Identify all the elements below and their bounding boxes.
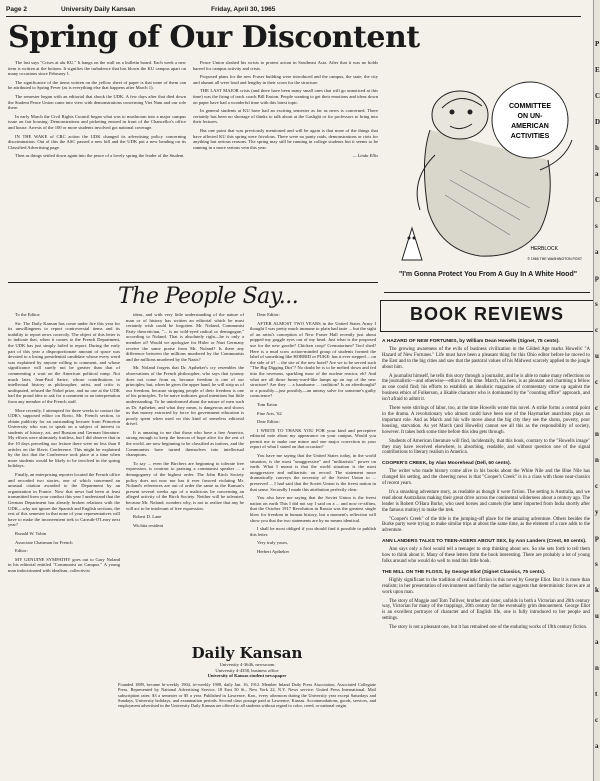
edge-letter: u <box>595 352 599 360</box>
book-reviews-banner <box>380 300 594 332</box>
edge-letter: y <box>595 508 599 516</box>
editorial-paragraph: The semester began with an editorial that shook the UDK. A few days after that died down the Student Peace Union came into view with demonstrations concerning Viet Nam and our role there. <box>8 93 186 111</box>
cartoon-caption: "I'm Gonna Protect You From A Guy In A White Hood" <box>398 271 578 278</box>
letter-paragraph: MY GENUINE SYMPATHY goes out to Gary Noland in his editorial entitled "Communist on Campus." A young man indoctrinated with idealism, collectivist <box>8 556 120 573</box>
letter-paragraph: ideas, and with very little understanding of the nature of man or of history has written an editorial which he must certainly wish could be forgotten. Mr. Noland, Communist Party theoretician, "... is no wild-eyed radical or demagogue," according to Noland. That is absolutely right—he is only a member of! Would we apologize for Hitler or Nazi Germany receive the same praise from Mr. Noland? Is there any difference between the millions murdered by the Communists and the millions murdered by the Nazis? <box>126 312 244 362</box>
letter-paragraph: Ronald W. Tobin <box>15 530 47 536</box>
letter-paragraph: Very truly yours, <box>257 540 289 546</box>
cartoon-label-line3: AMERICAN <box>511 123 549 130</box>
letter-paragraph: I shall be most obliged if you should find it possible to publish this letter. <box>250 526 376 537</box>
letter-paragraph: AFTER ALMOST TWO YEARS in the United States Army I thought I was pretty much immune to plain bad taste ... but the sight of an artist's conception of New Fraser Hall recently just about popped my goggle eyes out of my head. Just what is the proposed use for the new goodie? Chicken coop? Crematorium? Tool shed? Here is a mud scow action-minded group of students formed the label of something like HORRID or PUKE: has it ever stepped ... on the side of it? ... the site of the new hotel? Are we to be served such "The Big Digging Dirt"? No doubt he is to be melted down and fed into the ravenous, sparkling maw of the nuclear reactor, eh? And what are all those funny-ward-like lumps up on top of the new structure? Are they ... a handsome ... tradition? Is an afterthought? or a possibly—just possibly—an uneasy salve for someone's guilty conscience? <box>250 320 376 399</box>
book-review-paragraph: Ann says only a fool would tell a teenager to stop thinking about sex. So she sets forth to tell them how to think about it. Many of these letters form the book interesting. There are probably a lot of young folks around who would do well to read this little book. <box>382 547 590 564</box>
cartoon-credit: © 1965 THE WASHINGTON POST <box>527 257 582 261</box>
letter-paragraph: Robert D. Lane <box>133 514 162 520</box>
letter-paragraph: Finally, an enterprising reporter located the French office and recorded two stories, one of which concerned an unusual citation awarded to the Department by an organization in France. Now that news had been at least transmitted from your conduct this year I understand that the German Department has already broken relations with the UDK—why not ignore the Spanish and English sections, the rest of this semester in that none of your representatives will have to make the inconvenient trek to Carruth-O'Leary next year? <box>8 472 120 528</box>
edge-letter: a <box>595 742 599 750</box>
editorial-paragraph: The significance of the items written on the yellow sheet of paper is that none of them can be attributed to Spring Fever (as is everything else that happens after March 1). <box>8 79 186 91</box>
editorial-paragraph: Proposed plans for the new Fraser building were introduced and the campus, the state, the city and alumni all were loud and lengthy in their scorn for the structure. <box>193 74 378 85</box>
cartoon-label-line2: ON UN- <box>517 113 543 120</box>
edge-letter: a <box>595 170 599 178</box>
edge-letter: c <box>595 716 599 724</box>
editorial-paragraph: Then as things settled down again into the peace of a lovely spring the leader of the Student <box>15 153 184 159</box>
cartoon-artist: HERBLOCK <box>530 246 558 252</box>
editorial-signature: — Linda Ellis <box>352 153 378 159</box>
editorial-headline: Spring of Our Discontent <box>8 20 420 55</box>
letter-paragraph: More recently, I attempted for three weeks to contact the UDK's supposed editor on Rorto, Mr. French section, to obtain publicity for an outstanding lecturer from Princeton University who was to speak on a subject of interest to students of history, art, and Russian and German literature. My efforts were ultimately fruitless, but I did observe that in the 10 days preceding our lecture there were no less than 8 articles on the Slavic Conference. This might be explained by the fact that the Conference took place at a time when more students would be likely to be involved in the spring holidays. <box>8 407 120 469</box>
editorial-paragraph: THE LAST MAJOR crisis (and there have been many small ones that will go unnoticed at this time) was the firing of track coach Bill Easton. People wanting to get their emotions and ideas down on paper have had a wonderful time with this latest topic. <box>193 88 378 105</box>
letter-paragraph: Editor: <box>15 548 28 554</box>
masthead-tagline: University of Kansas student newspaper <box>207 673 287 679</box>
book-review-paragraph: The writer who made history come alive in his books about the White Nile and the Blue Nile has changed his setting, and the cheering news is that "Cooper's Creek" is in a class with those near-classics of recent years. <box>382 469 590 487</box>
issue-date: Friday, April 30, 1965 <box>211 6 276 13</box>
letter-paragraph: It is amazing to me that those who have a free America, strong enough to keep the beacon of hope alive for the rest of the world, are now beginning to be classified as traitors, and the Communists have turned themselves into intellectual champions. <box>126 429 244 458</box>
book-reviews-column <box>382 334 590 778</box>
edge-letter: n <box>595 456 599 464</box>
book-review-title: A HAZARD OF NEW FORTUNES, by William Dean Howells (Signet, 75 cents). <box>382 339 560 344</box>
edge-letter: u <box>595 612 599 620</box>
edge-letter: c <box>595 404 599 412</box>
edge-letter: k <box>595 586 599 594</box>
edge-letter: c <box>595 326 599 334</box>
editorial-paragraph: In early March the Civil Rights Council began what was to mushroom into a major campus issue on fair housing. Demonstrations and picketing ensued in front of the Chancellor's office and house. Arrests of the 100 or more students involved got national coverage. <box>8 113 186 130</box>
edge-letter: n <box>595 664 599 672</box>
edge-letter: p <box>595 534 599 542</box>
publication-name: University Daily Kansan <box>61 6 136 13</box>
edge-letter: D <box>595 118 600 126</box>
letter-paragraph: I WRITE TO THANK YOU FOR your kind and perceptive editorial note about my appearance on your campus. Would you permit me to make one minor and one major correction in your report of what I stated on that occasion? <box>250 427 376 450</box>
editorial-paragraph: IN THE WAKE of CRC action the UDK changed its advertising policy concerning discrimination. Out of this the ASC passed a new bill and the UDK put a new heading on its Classified Advertising page. <box>8 133 186 150</box>
book-review-paragraph: It's a smashing adventure story, as readable as though it were fiction. The setting is Australia, and we read about Australians making their great drive across the continental wilderness about a century ago. The leader is Robert O'Hara Burke, who used horses and camels (the latter imported from India shortly after the famous mutiny) to make the trek. <box>382 489 590 513</box>
book-review-paragraph: "Cooper's Creek" of the title is the jumping-off place for the amazing adventure. Others besides the Burke party were trying to make similar trips at about the same time, as the element of a race adds to the adventure. <box>382 516 590 534</box>
book-review-title: COOPER'S CREEK, by Alan Moorehead (Dell, 60 cents). <box>382 461 511 467</box>
page-header <box>6 5 581 17</box>
letters-column-3 <box>250 312 376 642</box>
letter-paragraph: Tom Eaton <box>257 401 278 407</box>
edge-letter: h <box>595 144 599 152</box>
letter-paragraph: Associate Chairman for French <box>15 539 73 545</box>
letter-paragraph: Dear Editor: <box>257 419 280 425</box>
edge-letter: a <box>595 248 599 256</box>
edge-letter: s <box>595 560 598 568</box>
editorial-column-2 <box>193 60 378 278</box>
masthead-phone-business: University 4-4358, business office <box>215 667 279 673</box>
letter-paragraph: To say ... even the Birchers are beginning to tolerate free expression, is contrast to praising a communist speaker ... a demagoguery of the highest order. The John Birch Society policy does not now nor has it ever favored violating Mr. Noland's references are out of order the same as the Kansan's present several weeks ago of a malicious lie concerning an alleged activity of the Birch Society. Neither will be tolerated, because Mr. Noland, wonders why, is not to realize that any he will act to be intolerant of free expression. <box>126 460 244 511</box>
book-reviews-heading: BOOK REVIEWS <box>409 304 564 324</box>
letter-paragraph: You have me saying that the United States today, in the world situation, is the most "unaggressive" and "militaristic" power on earth. What I meant is that the world situation is the most unaggressive and militaristic on record. The statement more dramatically conveys the necessity of the Soviet Union to ... preserved ... I had said that the Soviet Union is the freest nation in that sense. Secondly I made this attribution perfectly clear. <box>250 453 376 492</box>
letter-paragraph: To the Editor: <box>15 312 41 317</box>
editorial-cartoon <box>390 60 586 268</box>
book-review-paragraph: Highly significant in the tradition of realistic fiction is this novel by George Eliot. But it is more than realism; in her presentation of environment and family the author suggests that deterministic forces are at work upon man. <box>382 577 590 595</box>
edge-letter: s <box>595 300 598 308</box>
page-number: Page 2 <box>6 6 27 13</box>
book-review-paragraph: There were stirrings of labor, too, at the time Howells wrote this novel. A strike forms a central point in the drama. A revolutionary who almost could have been one of the Haymarket anarchists plays an important role. And as March and his wife move about the big city they see the slums, poverty, poor housing, starvation. As yet March (and Howells) cannot see all this as the responsibility of society, however. It takes both some time before this idea gets through. <box>382 406 590 435</box>
letter-paragraph: Sir: The Daily Kansan has come under fire this year for its unwillingness to report controversial items and its inability to report news correctly. The object of this letter is to indicate that, when it comes to the French Department, the UDK has just simply failed to report. During the early part of this year a disproportionate amount of space was devoted to a losing presidential candidate whose every word was explained by anyone willing to comment, and whose significance will surely not be greater than that of commenting a wart on the American political rump. Not much later, Jean-Paul Sartre, whose contributions to intellectual history as philosopher, artist, and critic is undisputed, refused the Nobel prize, and no one at the UDK had the proud idea to ask for a comment or an interpretation from any member of the French staff. <box>8 320 120 404</box>
masthead-name: Daily Kansan <box>191 644 303 662</box>
book-review-paragraph: Students of American literature will find, incidentally, that this book, contrary to the "Howells image" they may have received elsewhere, is absorbing, readable, and without question one of the signal contributions to literary realism in America. <box>382 438 590 456</box>
book-review-title: ANN LANDERS TALKS TO TEEN-AGERS ABOUT SEX, by Ann Landers (Crest, 60 cents). <box>382 539 587 545</box>
letter-paragraph: Wichita resident <box>133 522 164 528</box>
edge-letter: c <box>595 482 599 490</box>
letter-paragraph: Herbert Aptheker <box>257 548 290 554</box>
cartoon-label-line1: COMMITTEE <box>509 103 551 110</box>
letters-column-1 <box>8 312 120 777</box>
letter-paragraph: You also have me saying that the Soviet Union is the freest nation on earth This I did not say I said on a ... and now re-affirm, that the October 1917 Revolution in Russia was the greatest single blow for freedom in human history, but a moment's reflection will show you that the two statements are by no means identical. <box>250 495 376 523</box>
edge-letter: E <box>595 66 600 74</box>
book-review-paragraph: The growing awareness of the evils of business civilization in the Gilded Age marks Howells' "A Hazard of New Fortunes." Life must have been a pleasant thing for this Ohio editor before he moved to the East and to the big cities and saw that the pastoral values of his Midwest scarcely applied to the jungle about him. <box>382 346 590 370</box>
edge-letter: C <box>595 196 600 204</box>
letters-heading: The People Say... <box>118 284 299 309</box>
edge-letter: C <box>595 92 600 100</box>
book-review-paragraph: A journalist himself, he tells this story through a journalist, and he is able to make many reflections on the journalistic—and otherwise—ethics of his time. March, his hero, is as pleasant and charming a fellow as one could find; his efforts to establish an idealistic magazine of commentary come up against the business ethics of Fulkerson, a likable character who is dominated by the "counting office" approach, and isn't afraid to admit it. <box>382 373 590 403</box>
letter-paragraph: Fine Arts, '62 <box>257 410 282 416</box>
editorial-paragraph: The last says "Crises at alu KU." It hangs on the wall on a bulletin board. Each week a new item is written at the bottom. It signifies the turbulence that has blown the KU campus apart on many occasions since February 1. <box>8 60 186 77</box>
book-review-title: THE MILL ON THE FLOSS, by George Eliot (Signet Classics, 75 cents). <box>382 569 546 575</box>
book-review-paragraph: The story is not a pleasant one, but it has remained one of the enduring works of 19th century fiction. <box>389 625 588 631</box>
masthead-phone-newsroom: University 4-3646, newsroom <box>219 662 275 667</box>
letters-column-2 <box>126 312 244 642</box>
edge-letter: n <box>595 430 599 438</box>
masthead-info: Founded 1889, became bi-weekly 1904, tri-weekly 1908, daily Jan. 16, 1912. Member Inland Daily Press Association, Associated Collegiate Press. Represented by National Advertising Service, 18 East 50 St., New York 22, N.Y. News service: United Press International. Mail subscription rates: $3 a semester or $5 a year. Published in Lawrence, Kan., every afternoon during the University year except Saturdays and Sundays, University holidays, and examination periods. Second class postage paid at Lawrence, Kansas. Accommodations, goods, services, and employment advertised in the University Daily Kansan are offered to all students without regard to color, creed, or national origin. <box>118 681 376 709</box>
book-review-paragraph: The story of Maggie and Tom Tulliver, brother and sister, unfolds in both a Victorian and 20th century way, Victorian for many of the trappings, 20th century for the eventually grim denouement. George Eliot is an excellent portrayer of character and of English life, one is fully introduced to her people and settings. <box>382 598 590 622</box>
editorial-paragraph: But one point that was previously mentioned and will be again is that none of the things that have affected KU this spring were frivolous. There were no panty raids, demonstrations or riots for anything but serious reasons. The spring may still be running in college students but it seems to be running in a more serious vein this year. <box>193 127 378 150</box>
edge-letter: c <box>595 378 599 386</box>
letter-paragraph: Mr. Noland forgets that Dr. Aptheker's cry resembles the observations of the French philosopher, who says that tyranny does not come from us, because freedom is one of our principles; but, when he gives the upper hand, he will strip us of our freedom, because stripping people of their freedom is one of his principles. To be naive indicates good intentions but little understanding. To be uninformed about the nature of men such as Dr. Aptheker, and what they mean, is dangerous and shows us that money extracted by force for government education is poorly spent when used on this kind of senseless editorial drivel. <box>126 365 244 427</box>
edge-letter: p <box>595 274 599 282</box>
section-rule <box>384 292 590 293</box>
editorial-paragraph: In general students at KU have had an exciting semester as far as news is concerned. There certainly has been no shortage of thinks to talk about at the Gaslight or for professors to bring into their lectures. <box>193 108 378 125</box>
edge-letter: s <box>595 222 598 230</box>
masthead <box>118 645 376 709</box>
edge-letter: P <box>595 40 600 48</box>
editorial-column-1 <box>8 60 186 278</box>
adjacent-page-edge <box>593 0 600 781</box>
cartoon-label-line4: ACTIVITIES <box>510 133 550 140</box>
edge-letter: a <box>595 638 599 646</box>
edge-letter: t <box>595 690 598 698</box>
letter-paragraph: Dear Editor: <box>257 312 280 317</box>
section-rule <box>8 282 378 283</box>
editorial-paragraph: Peace Union slashed his wrists to protest action in Southeast Asia. After that it was no holds barred for campus activity and crisis. <box>193 60 378 71</box>
